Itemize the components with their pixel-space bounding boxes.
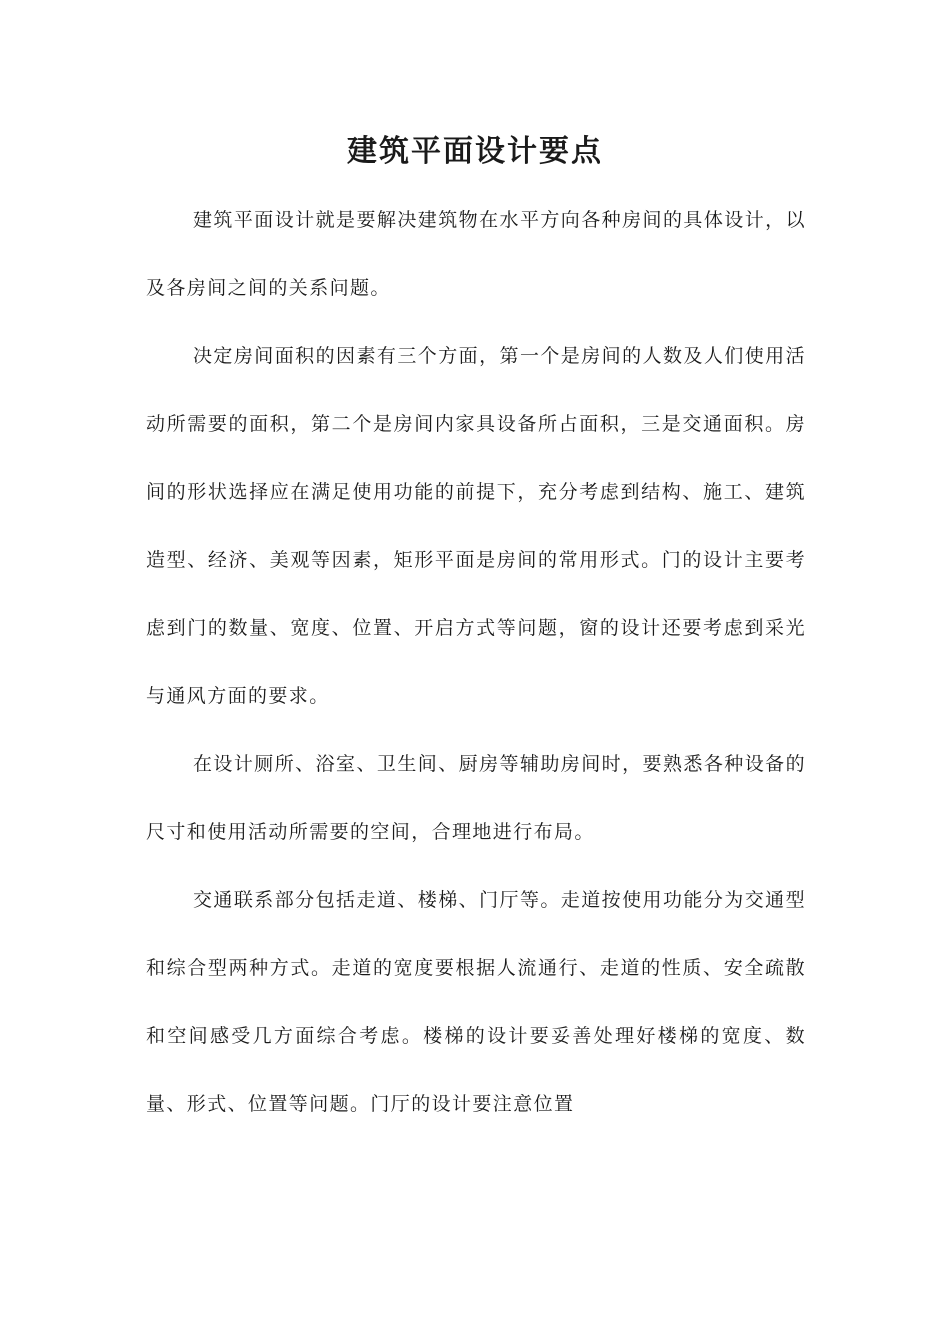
paragraph-2: 决定房间面积的因素有三个方面，第一个是房间的人数及人们使用活动所需要的面积，第二个是房间内家具设备所占面积，三是交通面积。房间的形状选择应在满足使用功能的前提下，充分考虑到结构、施工、建筑造型、经济、美观等因素，矩形平面是房间的常用形式。门的设计主要考虑到门的数量、宽度、位置、开启方式等问题，窗的设计还要考虑到采光与通风方面的要求。 xyxy=(146,345,806,707)
paragraph-1: 建筑平面设计就是要解决建筑物在水平方向各种房间的具体设计，以及各房间之间的关系问题。 xyxy=(146,209,806,299)
paragraph-3: 在设计厕所、浴室、卫生间、厨房等辅助房间时，要熟悉各种设备的尺寸和使用活动所需要的空间，合理地进行布局。 xyxy=(146,753,806,843)
paragraph-4: 交通联系部分包括走道、楼梯、门厅等。走道按使用功能分为交通型和综合型两种方式。走道的宽度要根据人流通行、走道的性质、安全疏散和空间感受几方面综合考虑。楼梯的设计要妥善处理好楼梯的宽度、数量、形式、位置等问题。门厅的设计要注意位置 xyxy=(146,889,806,1115)
document-title: 建筑平面设计要点 xyxy=(347,134,603,169)
document-body xyxy=(146,186,806,1138)
